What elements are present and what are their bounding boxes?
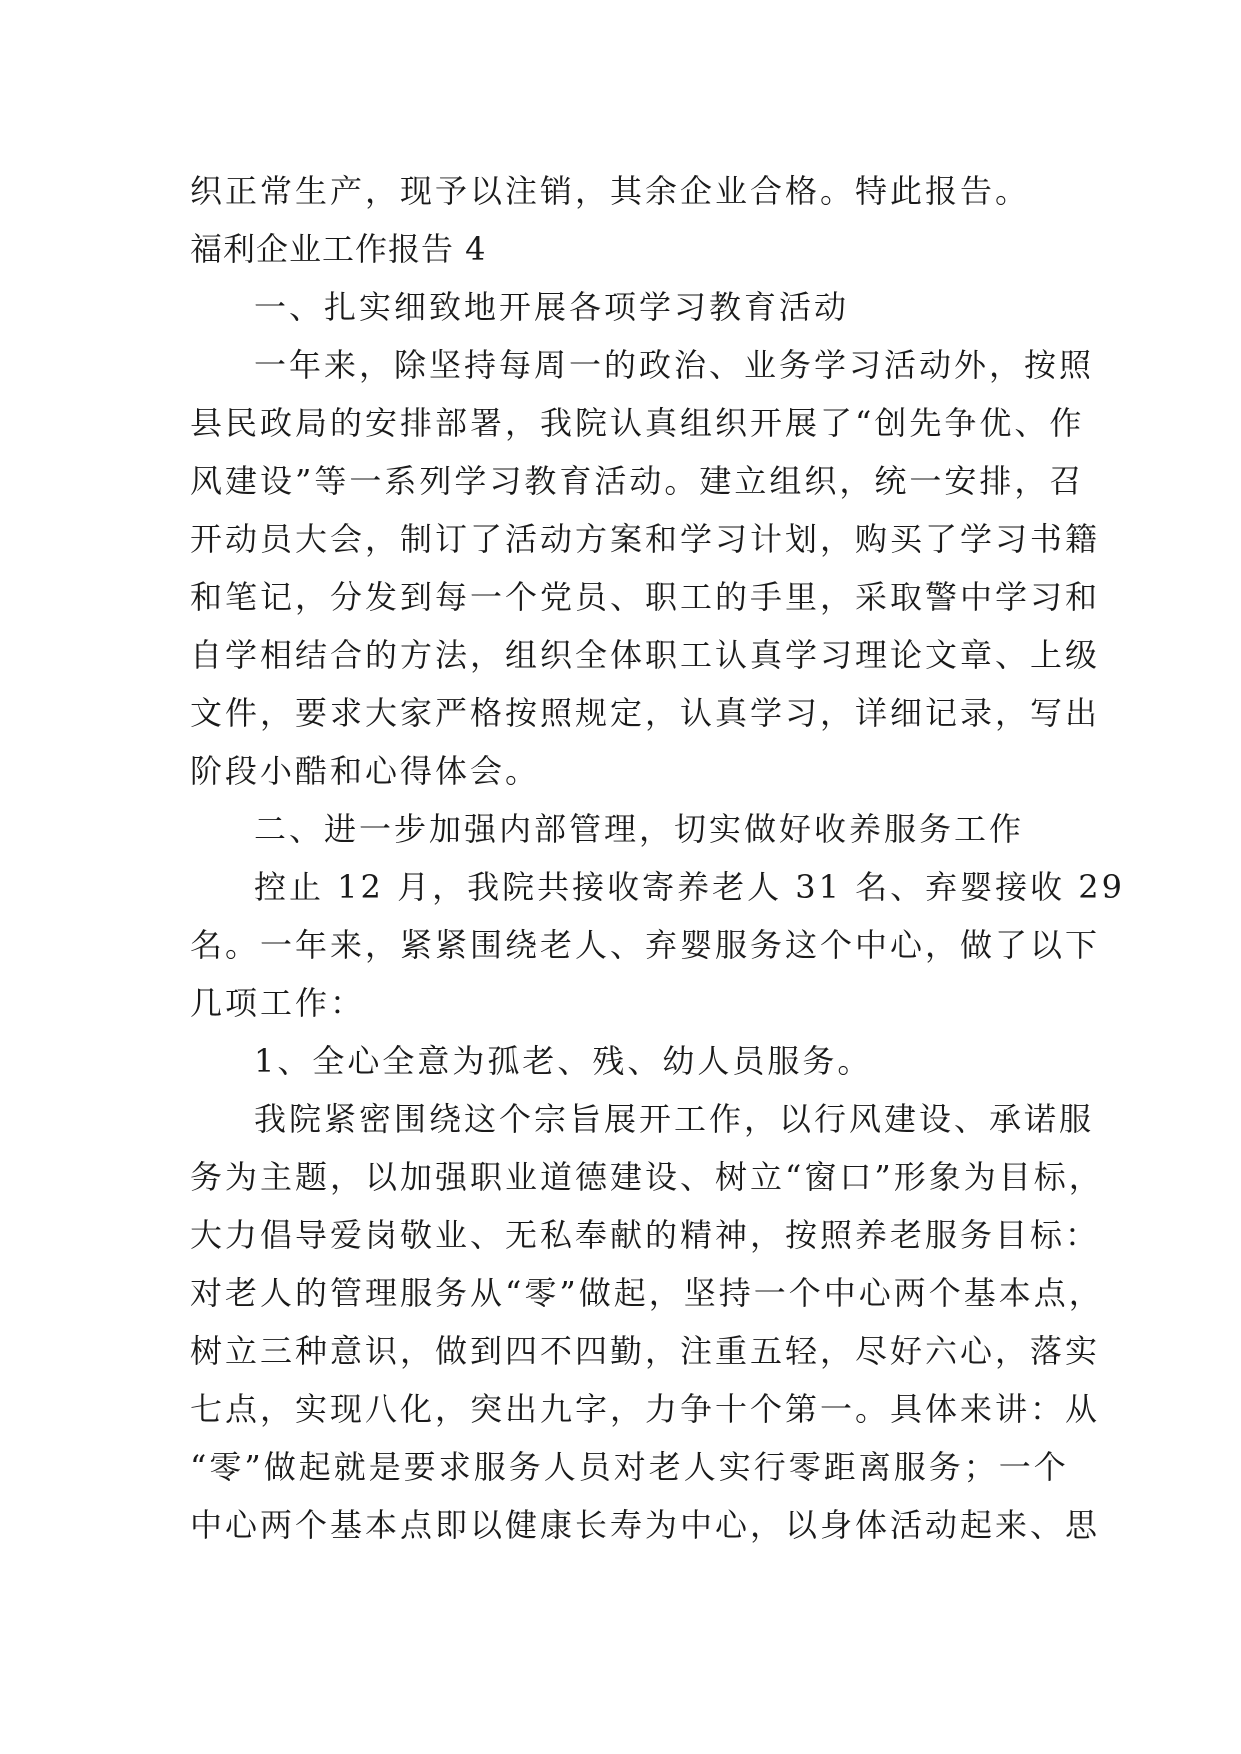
paragraph-line: 县民政局的安排部署，我院认真组织开展了“创先争优、作: [190, 404, 1085, 442]
paragraph-line: 一年来，除坚持每周一的政治、业务学习活动外，按照: [254, 346, 1095, 384]
paragraph-line: 七点，实现八化，突出九字，力争十个第一。具体来讲：从: [190, 1390, 1101, 1428]
paragraph-line: 务为主题，以加强职业道德建设、树立“窗口”形象为目标，: [190, 1158, 1104, 1196]
paragraph-line: “零”做起就是要求服务人员对老人实行零距离服务；一个: [190, 1448, 1069, 1486]
paragraph-line: 织正常生产，现予以注销，其余企业合格。特此报告。: [190, 172, 1031, 210]
section-title: 福利企业工作报告 4: [190, 230, 487, 268]
paragraph-line: 中心两个基本点即以健康长寿为中心，以身体活动起来、思: [190, 1506, 1101, 1544]
paragraph-line: 自学相结合的方法，组织全体职工认真学习理论文章、上级: [190, 636, 1101, 674]
paragraph-line: 开动员大会，制订了活动方案和学习计划，购买了学习书籍: [190, 520, 1101, 558]
paragraph-line: 名。一年来，紧紧围绕老人、弃婴服务这个中心，做了以下: [190, 926, 1101, 964]
document-body: [190, 162, 1126, 1554]
paragraph-line: 阶段小酷和心得体会。: [190, 752, 541, 790]
paragraph-line: 对老人的管理服务从“零”做起，坚持一个中心两个基本点，: [190, 1274, 1104, 1312]
paragraph-line: 和笔记，分发到每一个党员、职工的手里，采取警中学习和: [190, 578, 1101, 616]
paragraph-line: 文件，要求大家严格按照规定，认真学习，详细记录，写出: [190, 694, 1101, 732]
paragraph-line: 大力倡导爱岗敬业、无私奉献的精神，按照养老服务目标：: [190, 1216, 1101, 1254]
paragraph-line: 树立三种意识，做到四不四勤，注重五轻，尽好六心，落实: [190, 1332, 1101, 1370]
paragraph-line: 控止 12 月，我院共接收寄养老人 31 名、弃婴接收 29: [254, 868, 1126, 906]
list-item-line: 1、全心全意为孤老、残、幼人员服务。: [254, 1042, 873, 1080]
paragraph-line: 几项工作：: [190, 984, 366, 1022]
heading-line: 一、扎实细致地开展各项学习教育活动: [254, 288, 850, 326]
heading-line: 二、进一步加强内部管理，切实做好收养服务工作: [254, 810, 1025, 848]
paragraph-line: 风建设”等一系列学习教育活动。建立组织，统一安排，召: [190, 462, 1085, 500]
paragraph-line: 我院紧密围绕这个宗旨展开工作，以行风建设、承诺服: [254, 1100, 1095, 1138]
